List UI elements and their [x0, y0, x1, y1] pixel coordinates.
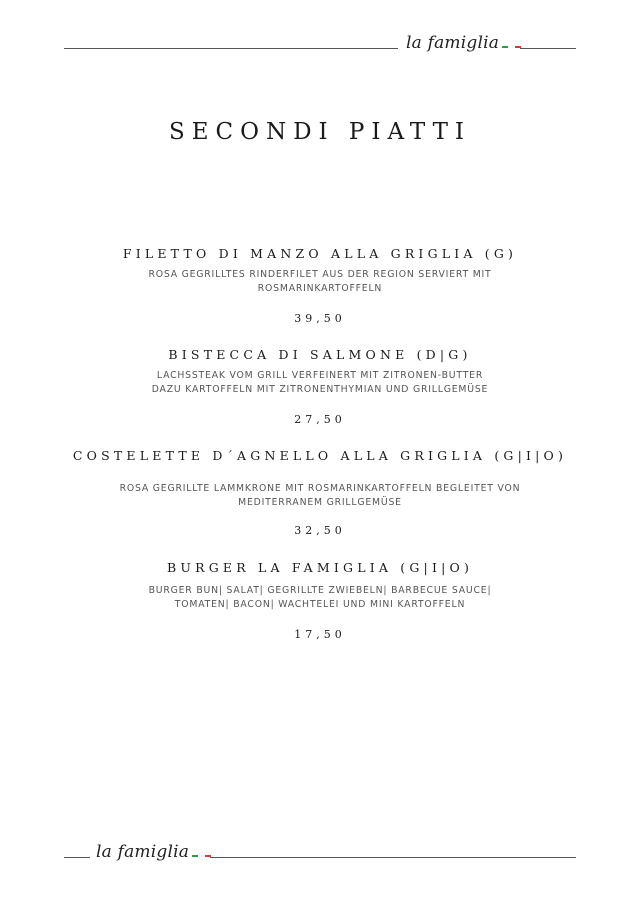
page-title: SECONDI PIATTI [168, 119, 472, 145]
dish-description-line: DAZU KARTOFFELN MIT ZITRONENTHYMIAN UND GRILLGEMÜSE [151, 384, 489, 395]
dish-description-line: LACHSSTEAK VOM GRILL VERFEINERT MIT ZITRONEN-BUTTER [156, 370, 484, 381]
dish-price: 17,50 [294, 628, 346, 641]
dish-description-line: ROSA GEGRILLTE LAMMKRONE MIT ROSMARINKARTOFFELN BEGLEITET VON [119, 483, 521, 494]
dish-description-line: MEDITERRANEM GRILLGEMÜSE [238, 497, 402, 508]
dish-price: 27,50 [294, 413, 346, 426]
dish-description-line: BURGER BUN| SALAT| GEGRILLTE ZWIEBELN| BARBECUE SAUCE| [148, 585, 492, 596]
dish-item [0, 347, 640, 427]
dish-name: BURGER LA FAMIGLIA (G|I|O) [166, 560, 474, 575]
logo-text: la famiglia [96, 842, 190, 862]
header-rule-left [64, 48, 398, 49]
footer-logo [96, 842, 211, 862]
dish-description-line: ROSMARINKARTOFFELN [257, 283, 383, 294]
dish-item [0, 560, 640, 642]
dish-price: 32,50 [294, 524, 346, 537]
header-logo [406, 33, 521, 53]
flag-green-mark [192, 855, 198, 857]
dish-name: COSTELETTE D´AGNELLO ALLA GRIGLIA (G|I|O) [72, 448, 568, 463]
dish-price: 39,50 [294, 312, 346, 325]
flag-green-mark [502, 46, 508, 48]
header-rule-right [520, 48, 576, 49]
logo-text: la famiglia [406, 33, 500, 53]
dish-name: FILETTO DI MANZO ALLA GRIGLIA (G) [122, 246, 518, 261]
dish-description-line: TOMATEN| BACON| WACHTELEI UND MINI KARTOFFELN [174, 599, 466, 610]
dish-item [0, 246, 640, 326]
dish-item [0, 448, 640, 538]
footer-rule-left [64, 857, 90, 858]
dish-description-line: ROSA GEGRILLTES RINDERFILET AUS DER REGION SERVIERT MIT [148, 269, 492, 280]
footer-rule-right [210, 857, 576, 858]
dish-name: BISTECCA DI SALMONE (D|G) [168, 347, 472, 362]
